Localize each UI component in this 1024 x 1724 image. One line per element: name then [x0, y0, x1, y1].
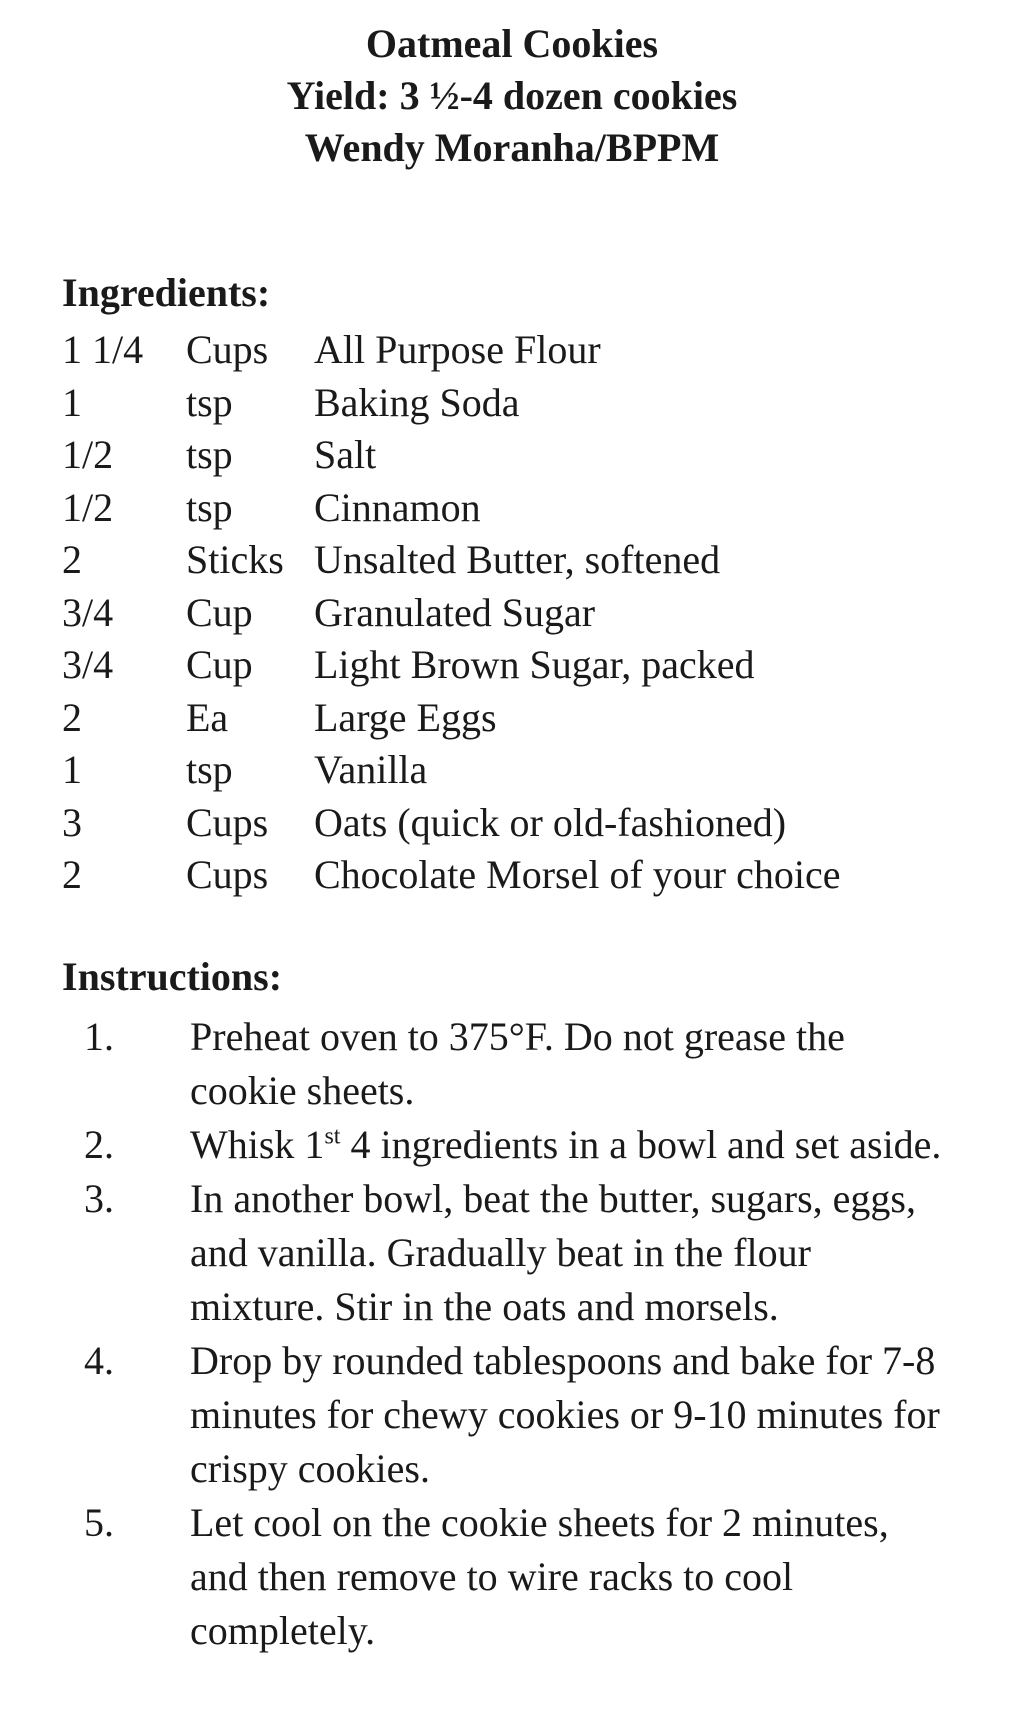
instructions-heading: Instructions: [62, 954, 283, 999]
recipe-header [0, 18, 1024, 174]
ingredient-qty: 1 1/4 [62, 327, 144, 372]
ingredient-unit: Ea [186, 694, 229, 740]
ingredient-unit: Cups [186, 852, 269, 897]
ingredient-qty: 1 [62, 379, 82, 425]
instruction-step [62, 1010, 962, 1118]
ingredient-qty: 2 [62, 537, 82, 582]
recipe-author: Wendy Moranha/BPPM [304, 125, 720, 170]
ingredient-unit: tsp [186, 432, 233, 477]
ingredient-name: Baking Soda [314, 379, 520, 425]
ingredient-qty: 2 [62, 852, 82, 897]
ingredient-name: Cinnamon [314, 484, 481, 530]
ingredients-heading: Ingredients: [62, 270, 271, 315]
ingredient-unit: Cup [186, 589, 253, 635]
instruction-step [62, 1118, 962, 1172]
ingredient-name: Chocolate Morsel of your choice [314, 852, 841, 897]
step-number: 2. [84, 1122, 114, 1167]
ingredient-name: Unsalted Butter, softened [314, 537, 721, 582]
step-text: Drop by rounded tablespoons and bake for 7-8 minutes for chewy cookies or 9-10 minutes for crispy cookies. [190, 1338, 940, 1491]
recipe-title: Oatmeal Cookies [365, 21, 659, 66]
ingredient-qty: 1 [62, 747, 82, 792]
step-text-start: Whisk 1 [190, 1122, 325, 1167]
ingredient-name: Large Eggs [314, 694, 497, 740]
instructions-list [62, 1010, 962, 1658]
ingredient-unit: tsp [186, 379, 233, 425]
ingredient-qty: 1/2 [62, 432, 114, 477]
step-number: 4. [84, 1338, 114, 1383]
ingredient-qty: 3/4 [62, 589, 114, 635]
ingredient-name: Vanilla [314, 747, 428, 792]
step-number: 1. [84, 1014, 114, 1059]
ingredient-name: Granulated Sugar [314, 589, 596, 635]
ingredient-unit: Cups [186, 799, 269, 845]
instruction-step [62, 1496, 962, 1658]
ingredient-name: Oats (quick or old-fashioned) [314, 799, 787, 845]
step-text: In another bowl, beat the butter, sugars, eggs, and vanilla. Gradually beat in the flour mixture. Stir in the oats and morsels. [190, 1176, 916, 1329]
ingredient-name: Salt [314, 432, 377, 477]
ingredient-name: All Purpose Flour [314, 327, 601, 372]
ingredient-qty: 2 [62, 694, 82, 740]
ingredient-unit: Cups [186, 327, 269, 372]
ingredient-qty: 3/4 [62, 642, 114, 687]
step-text-end: 4 ingredients in a bowl and set aside. [340, 1122, 942, 1167]
ingredient-unit: Cup [186, 642, 253, 687]
ingredient-qty: 3 [62, 799, 82, 845]
ingredient-unit: tsp [186, 484, 233, 530]
ingredient-unit: Sticks [186, 537, 284, 582]
step-text: Let cool on the cookie sheets for 2 minutes, and then remove to wire racks to cool completely. [190, 1500, 889, 1653]
ingredient-name: Light Brown Sugar, packed [314, 642, 755, 687]
step-text: Preheat oven to 375°F. Do not grease the cookie sheets. [190, 1014, 845, 1113]
instruction-step [62, 1172, 962, 1334]
recipe-yield: Yield: 3 ½-4 dozen cookies [286, 73, 738, 118]
ingredient-unit: tsp [186, 747, 233, 792]
instruction-step [62, 1334, 962, 1496]
step-text [190, 1118, 950, 1172]
step-number: 5. [84, 1500, 114, 1545]
step-number: 3. [84, 1176, 114, 1221]
ingredient-qty: 1/2 [62, 484, 114, 530]
ordinal-suffix: st [324, 1123, 341, 1150]
